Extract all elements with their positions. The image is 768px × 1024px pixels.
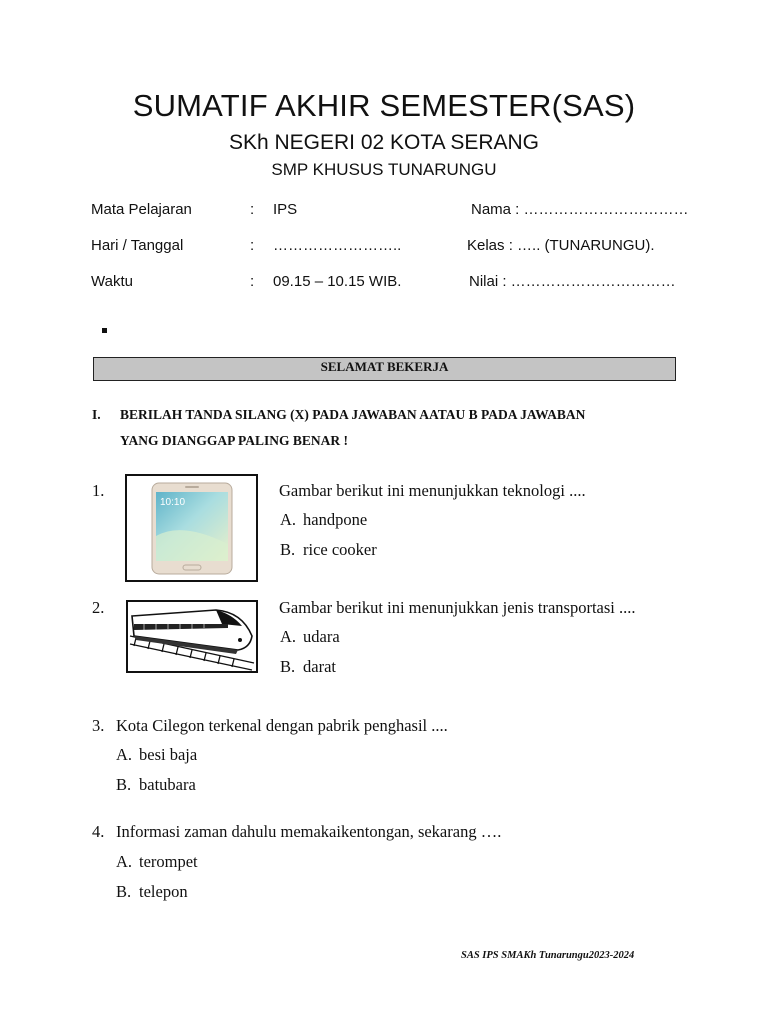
name-field: Nama : …………………………… (471, 201, 689, 218)
subject-label: Mata Pelajaran (91, 201, 192, 218)
option-b: rice cooker (303, 540, 377, 559)
option-b-letter: B. (116, 882, 132, 901)
option-b: batubara (139, 775, 196, 794)
option-a-letter: A. (280, 627, 297, 646)
option-a: terompet (139, 852, 198, 871)
option-a: besi baja (139, 745, 198, 764)
school-name: SKh NEGERI 02 KOTA SERANG (228, 131, 540, 154)
question-text: Gambar berikut ini menunjukkan jenis transportasi .... (279, 598, 636, 617)
question-number: 2. (92, 598, 105, 617)
phone-clock: 10:10 (160, 497, 186, 508)
instruction-number: I. (92, 407, 101, 422)
subject-value: IPS (273, 201, 298, 218)
class-field: Kelas : ….. (TUNARUNGU). (467, 237, 655, 254)
option-a: handpone (303, 510, 368, 529)
option-b-letter: B. (280, 657, 296, 676)
question-number: 3. (92, 716, 105, 735)
question-number: 1. (92, 481, 105, 500)
page-title: SUMATIF AKHIR SEMESTER(SAS) (132, 88, 636, 123)
option-a-letter: A. (280, 510, 297, 529)
option-b: telepon (139, 882, 188, 901)
time-colon: : (250, 273, 255, 290)
time-label: Waktu (91, 273, 133, 290)
option-b-letter: B. (280, 540, 296, 559)
time-value: 09.15 – 10.15 WIB. (273, 273, 402, 290)
option-a: udara (303, 627, 340, 646)
date-colon: : (250, 237, 255, 254)
page-footer: SAS IPS SMAKh Tunarungu2023-2024 (461, 950, 635, 961)
score-field: Nilai : …………………………… (469, 273, 676, 290)
option-b-letter: B. (116, 775, 132, 794)
question-text: Gambar berikut ini menunjukkan teknologi .... (279, 481, 586, 500)
smartphone-icon (127, 476, 256, 580)
question-number: 4. (92, 822, 105, 841)
instruction-line1: BERILAH TANDA SILANG (X) PADA JAWABAN AATAU B PADA JAWABAN (120, 407, 586, 422)
option-a-letter: A. (116, 852, 133, 871)
question-image (126, 600, 258, 673)
school-subtitle: SMP KHUSUS TUNARUNGU (271, 160, 497, 179)
bullet-mark (102, 328, 107, 333)
option-b: darat (303, 657, 336, 676)
option-a-letter: A. (116, 745, 133, 764)
question-image (125, 474, 258, 582)
banner: SELAMAT BEKERJA (93, 357, 676, 381)
train-icon (128, 602, 256, 671)
question-text: Informasi zaman dahulu memakaikentongan, sekarang …. (116, 822, 502, 841)
question-text: Kota Cilegon terkenal dengan pabrik penghasil .... (116, 716, 448, 735)
subject-colon: : (250, 201, 255, 218)
date-label: Hari / Tanggal (91, 237, 184, 254)
date-value: …………………….. (273, 237, 402, 254)
instruction-line2: YANG DIANGGAP PALING BENAR ! (120, 433, 349, 448)
